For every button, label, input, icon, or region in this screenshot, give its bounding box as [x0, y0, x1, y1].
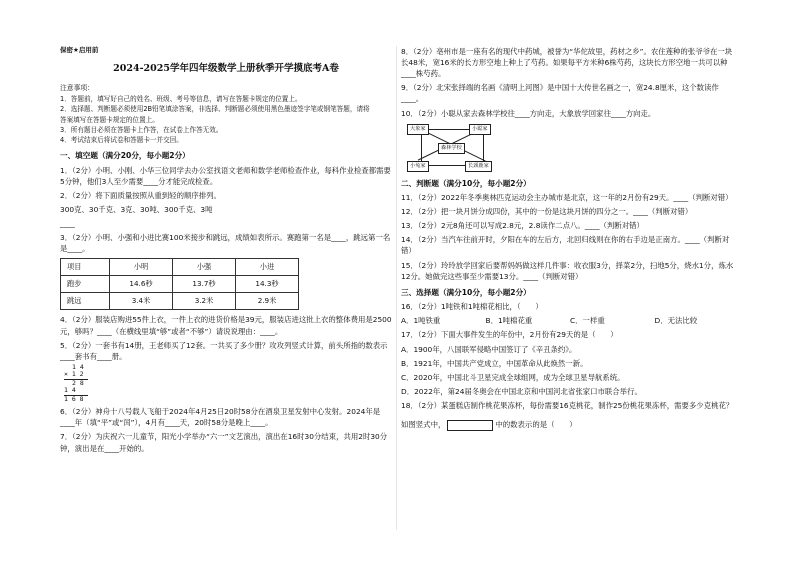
- calc-line: 1 4: [72, 362, 84, 371]
- map-label-top-left: 大象家: [407, 124, 429, 135]
- question-14: 14．（2分）当汽车往前开时，夕阳在车的左后方，北回归线则在你的右手边是正南方。____（判断对错）: [401, 235, 730, 256]
- question-8: 8．（2分）亳州市是一座有名的现代中药城，被誉为“华佗故里，药材之乡”。农住莲种的张爷爷在一块长48米，宽16米的长方形空地上种上了芍药。如果每平方米种6株芍药，这块长方形空地一共可以种____株芍药。: [401, 47, 733, 79]
- section-heading-fill-in: 一、填空题（满分20分，每小题2分）: [60, 151, 190, 161]
- vertical-multiplication: [64, 364, 392, 403]
- calc-line: 2 8: [72, 378, 84, 387]
- question-18-suffix: 中的数表示的是（ ）: [495, 420, 577, 430]
- table-cell: 跑步: [61, 276, 110, 293]
- table-cell: 13.7秒: [173, 276, 236, 293]
- right-column: [401, 46, 739, 431]
- option-a: A．1900年，八国联军侵略中国签订了《辛丑条约》。: [401, 344, 577, 354]
- exam-title: 2024-2025学年四年级数学上册秋季开学摸底考A卷: [113, 62, 339, 74]
- column-divider: [396, 46, 397, 530]
- table-header-row: [61, 259, 299, 276]
- option-c: C．2020年，中国北斗卫星完成全球组网，成为全球卫星导航系统。: [401, 372, 625, 382]
- table-header-cell: 小强: [173, 259, 236, 276]
- calc-line: × 1 2: [64, 370, 84, 379]
- question-7: 7．（2分）为庆祝六一儿童节，阳光小学举办“六一”文艺演出，演出在16时30分结束，共用2时30分钟，演出是在____开始的。: [60, 432, 388, 453]
- option-b: B．1吨棉花重: [485, 316, 533, 326]
- question-4: 4．（2分）服装店购进55件上衣，一件上衣的进货价格是39元，服装店进这批上衣的整体费用是2500元，够吗？____（在横线里填“够”或者“不够”）请说说理由：____。: [60, 315, 392, 336]
- table-header-cell: 项目: [61, 259, 110, 276]
- table-row: [61, 293, 299, 310]
- question-5: 5．（2分）一套书有14册，王老师买了12套。一共买了多少册？攻攻列竖式计算，前头所指的数表示____套书有____册。: [60, 340, 388, 361]
- question-3: 3．（2分）小明、小强和小进比赛100米接步和跳远，成绩如表所示。赛跑第一名是____，跳远第一名是____。: [60, 233, 391, 254]
- option-b: B．1921年，中国共产党成立，中国革命从此焕然一新。: [401, 358, 588, 368]
- question-18-prefix: 如图竖式中，: [401, 420, 446, 430]
- table-cell: 跳远: [61, 293, 110, 310]
- note-item: 2．选择题、判断题必须使用2B铅笔填涂答案，非选择、判断题必须使用黑色墨迹签字笔或钢笔答题，请将: [60, 105, 370, 114]
- note-item: 答案填写在答题卡规定的位置上。: [60, 115, 159, 124]
- note-item: 4．考试结束后将试卷和答题卡一并交回。: [60, 136, 183, 145]
- question-13: 13．（2分）2元8角还可以写成2.8元，2.8读作二点八。____（判断对错）: [401, 221, 644, 231]
- left-column: [60, 46, 392, 454]
- section-heading-true-false: 二、判断题（满分10分，每小题2分）: [401, 178, 531, 188]
- map-label-bottom-left: 小兔家: [407, 161, 429, 172]
- map-label-top-right: 小聪家: [469, 124, 491, 135]
- question-15: 15．（2分）玲玲放学回家后要帮妈妈做这样几件事：收衣服3分，择菜2分，扫地5分，烧水1分，炼水12分。她做完这些事至少需要13分。____（判断对错）: [401, 260, 734, 281]
- question-10: 10．（2分）小聪从家去森林学校往____方向走，大象放学回家往____方向走。: [401, 108, 656, 118]
- question-17: 17．（2分）下面大事件发生的年份中，2月份有29天的是（ ）: [401, 330, 618, 340]
- question-16: 16．（2分）1吨铁和1吨棉花相比，（ ）: [401, 302, 543, 312]
- calc-line: 1 6 8: [64, 394, 84, 403]
- table-cell: 3.4米: [110, 293, 173, 310]
- question-6: 6．（2分）神舟十八号载人飞船于2024年4月25日20时58分在酒泉卫星发射中心发射。2024年是____年（填“平”或“闰”），4月有____天，20时58分是晚上____。: [60, 407, 381, 428]
- map-label-center: 森林学校: [438, 143, 465, 154]
- option-a: A．1吨铁重: [401, 316, 441, 326]
- question-16-options: [401, 315, 739, 326]
- question-2: 2．（2分）将下面质量按照从重到轻的顺序排列。: [60, 190, 221, 200]
- map-label-bottom-right: 长颈鹿家: [465, 161, 492, 172]
- question-2-answer-blank: ____: [60, 219, 75, 229]
- table-cell: 3.2米: [173, 293, 236, 310]
- notes-heading: 注意事项：: [60, 84, 94, 92]
- table-header-cell: 小明: [110, 259, 173, 276]
- highlight-box: [447, 420, 493, 431]
- question-9: 9．（2分）北宋张择端的名画《清明上河图》是中国十大传世名画之一，宽24.8厘米，这个数读作____。: [401, 83, 719, 104]
- option-c: C．一样重: [570, 316, 605, 326]
- section-heading-multiple-choice: 三、选择题（满分10分，每小题2分）: [401, 287, 531, 297]
- table-cell: 14.3秒: [236, 276, 299, 293]
- question-18-line: [401, 419, 739, 431]
- table-row: [61, 276, 299, 293]
- question-2-items: 300克、30千克、3克、30吨、300千克、3吨: [60, 205, 213, 214]
- option-d: D．无法比较: [654, 316, 698, 326]
- note-item: 3．所有题目必须在答题卡上作答，在试卷上作答无效。: [60, 125, 223, 134]
- question-18: 18．（2分）某蛋糕店制作桃花果冻杯，每份需要16克桃花，制作25份桃花果冻杯，需要多少克桃花？: [401, 400, 734, 410]
- results-table: [60, 258, 299, 310]
- table-cell: 2.9米: [236, 293, 299, 310]
- direction-map-diagram: [407, 121, 497, 173]
- note-item: 1．答题前，填写好自己的姓名、班级、考号等信息，请写在答题卡规定的位置上。: [60, 95, 302, 104]
- calc-line: 1 4: [64, 386, 76, 395]
- question-12: 12．（2分）把一块月饼分成四份，其中的一份是这块月饼的四分之一。____（判断对错）: [401, 207, 693, 217]
- table-header-cell: 小进: [236, 259, 299, 276]
- option-d: D．2022年，第24届冬奥会在中国北京和中国河北省张家口市联合举行。: [401, 386, 642, 396]
- confidential-label: 保密★启用前: [60, 46, 99, 54]
- table-cell: 14.6秒: [110, 276, 173, 293]
- question-1: 1．（2分）小明、小刚、小华三位同学去办公室找语文老师和数学老师检查作业，每科作业检查都需要5分钟，他们3人至少需要____分才能完成检查。: [60, 165, 391, 186]
- question-11: 11．（2分）2022年冬季奥林匹克运动会主办城市是北京，这一年的2月份有29天。____（判断对错）: [401, 193, 733, 203]
